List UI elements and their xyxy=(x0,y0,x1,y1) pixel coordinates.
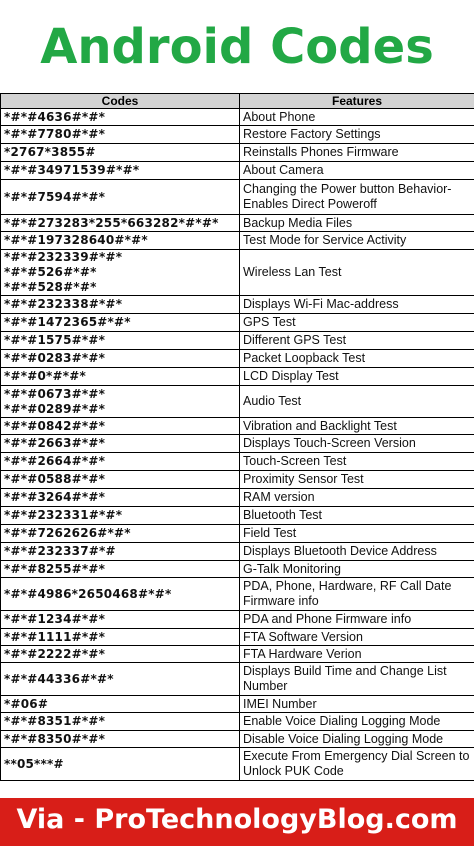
code-cell xyxy=(1,418,240,435)
feature-cell: Reinstalls Phones Firmware xyxy=(240,144,474,162)
codes-table xyxy=(0,93,474,781)
feature-cell: Changing the Power button Behavior-Enables Direct Poweroff xyxy=(240,180,474,215)
code-cell xyxy=(1,489,240,507)
feature-cell: Execute From Emergency Dial Screen to Unlock PUK Code xyxy=(240,748,474,781)
feature-cell: Touch-Screen Test xyxy=(240,453,474,471)
code-cell xyxy=(1,646,240,663)
table-row xyxy=(1,250,474,296)
code-cell xyxy=(1,696,240,713)
features-column-header: Features xyxy=(240,94,474,109)
code-text: *#*#273283*255*663282*#*#* xyxy=(4,215,219,230)
code-text: *#*#0588#*#* xyxy=(4,472,106,486)
code-cell xyxy=(1,368,240,386)
table-row xyxy=(1,332,474,350)
codes-column-header: Codes xyxy=(1,94,240,109)
code-text: *#*#34971539#*#* xyxy=(4,163,140,177)
table-row xyxy=(1,543,474,561)
table-row xyxy=(1,561,474,578)
table-row xyxy=(1,525,474,543)
feature-cell: Bluetooth Test xyxy=(240,507,474,525)
code-text: *#*#232337#*# xyxy=(4,544,116,558)
feature-cell: Different GPS Test xyxy=(240,332,474,350)
code-cell xyxy=(1,250,240,296)
code-cell xyxy=(1,126,240,144)
feature-cell: FTA Software Version xyxy=(240,629,474,646)
table-row xyxy=(1,418,474,435)
code-text: *#*#4636#*#* xyxy=(4,109,106,124)
table-header-row xyxy=(1,94,474,109)
code-text: *#*#2663#*#* xyxy=(4,436,106,450)
table-row xyxy=(1,109,474,126)
code-cell xyxy=(1,663,240,696)
feature-cell: Packet Loopback Test xyxy=(240,350,474,368)
code-cell xyxy=(1,713,240,731)
feature-cell: Disable Voice Dialing Logging Mode xyxy=(240,731,474,748)
code-cell xyxy=(1,561,240,578)
feature-cell: IMEI Number xyxy=(240,696,474,713)
feature-cell: LCD Display Test xyxy=(240,368,474,386)
code-text: *#*#1575#*#* xyxy=(4,333,106,347)
feature-cell: Proximity Sensor Test xyxy=(240,471,474,489)
feature-cell: PDA and Phone Firmware info xyxy=(240,611,474,629)
table-row xyxy=(1,611,474,629)
feature-cell: Displays Touch-Screen Version xyxy=(240,435,474,453)
code-cell xyxy=(1,144,240,162)
code-text: *#*#0283#*#* xyxy=(4,351,106,365)
table-row xyxy=(1,578,474,611)
page-title: Android Codes xyxy=(40,19,434,75)
code-text: *#*#7780#*#* xyxy=(4,127,106,141)
code-cell xyxy=(1,180,240,215)
feature-cell: Wireless Lan Test xyxy=(240,250,474,296)
code-cell xyxy=(1,386,240,418)
footer-banner: Via - ProTechnologyBlog.com xyxy=(0,798,474,846)
code-cell xyxy=(1,748,240,781)
feature-cell: Backup Media Files xyxy=(240,215,474,232)
feature-cell: Field Test xyxy=(240,525,474,543)
table-row xyxy=(1,713,474,731)
code-cell xyxy=(1,162,240,180)
table-row xyxy=(1,489,474,507)
code-cell xyxy=(1,435,240,453)
code-text: *#*#232338#*#* xyxy=(4,297,123,311)
code-text: *#*#232339#*#* xyxy=(4,250,123,264)
feature-cell: GPS Test xyxy=(240,314,474,332)
table-row xyxy=(1,696,474,713)
feature-cell: Displays Build Time and Change List Number xyxy=(240,663,474,696)
code-cell xyxy=(1,314,240,332)
table-row xyxy=(1,314,474,332)
code-text: *#*#8350#*#* xyxy=(4,731,106,746)
table-row xyxy=(1,731,474,748)
code-cell xyxy=(1,471,240,489)
code-cell xyxy=(1,350,240,368)
feature-cell: Vibration and Backlight Test xyxy=(240,418,474,435)
code-text: *#*#7594#*#* xyxy=(4,189,106,204)
table-row xyxy=(1,215,474,232)
code-text: *#*#1234#*#* xyxy=(4,612,106,626)
code-cell xyxy=(1,578,240,611)
code-text: *#*#232331#*#* xyxy=(4,508,123,522)
code-cell xyxy=(1,332,240,350)
code-text: **05***# xyxy=(4,756,64,771)
code-cell xyxy=(1,232,240,250)
code-cell xyxy=(1,296,240,314)
table-row xyxy=(1,453,474,471)
feature-cell: Displays Bluetooth Device Address xyxy=(240,543,474,561)
code-text: *#06# xyxy=(4,696,49,711)
table-row xyxy=(1,507,474,525)
table-row xyxy=(1,296,474,314)
table-row xyxy=(1,748,474,781)
code-text: *#*#197328640#*#* xyxy=(4,233,148,247)
code-text: *#*#1111#*#* xyxy=(4,629,106,644)
code-cell xyxy=(1,629,240,646)
feature-cell: RAM version xyxy=(240,489,474,507)
code-text: *#*#526#*#* xyxy=(4,265,97,279)
table-row xyxy=(1,646,474,663)
code-text: *#*#44336#*#* xyxy=(4,671,114,686)
table-row xyxy=(1,232,474,250)
table-row xyxy=(1,663,474,696)
feature-cell: Test Mode for Service Activity xyxy=(240,232,474,250)
feature-cell: Enable Voice Dialing Logging Mode xyxy=(240,713,474,731)
table-row xyxy=(1,162,474,180)
code-text: *#*#2222#*#* xyxy=(4,646,106,661)
code-text: *2767*3855# xyxy=(4,145,96,159)
table-row xyxy=(1,350,474,368)
code-text: *#*#528#*#* xyxy=(4,280,97,294)
table-row xyxy=(1,471,474,489)
code-text: *#*#3264#*#* xyxy=(4,490,106,504)
feature-cell: Displays Wi-Fi Mac-address xyxy=(240,296,474,314)
table-body xyxy=(1,109,474,781)
table-row xyxy=(1,629,474,646)
table-row xyxy=(1,435,474,453)
feature-cell: FTA Hardware Verion xyxy=(240,646,474,663)
table-row xyxy=(1,180,474,215)
table-row xyxy=(1,126,474,144)
feature-cell: Audio Test xyxy=(240,386,474,418)
code-cell xyxy=(1,611,240,629)
feature-cell: PDA, Phone, Hardware, RF Call Date Firmware info xyxy=(240,578,474,611)
feature-cell: About Phone xyxy=(240,109,474,126)
code-cell xyxy=(1,109,240,126)
code-cell xyxy=(1,215,240,232)
code-cell xyxy=(1,543,240,561)
code-text: *#*#7262626#*#* xyxy=(4,526,131,540)
code-cell xyxy=(1,525,240,543)
code-cell xyxy=(1,453,240,471)
table-row xyxy=(1,386,474,418)
code-text: *#*#0*#*#* xyxy=(4,369,86,383)
code-text: *#*#0673#*#* xyxy=(4,386,106,401)
code-cell xyxy=(1,731,240,748)
feature-cell: G-Talk Monitoring xyxy=(240,561,474,578)
feature-cell: About Camera xyxy=(240,162,474,180)
code-text: *#*#0289#*#* xyxy=(4,401,106,416)
code-text: *#*#4986*2650468#*#* xyxy=(4,586,172,601)
code-text: *#*#8351#*#* xyxy=(4,714,106,728)
code-text: *#*#2664#*#* xyxy=(4,454,106,468)
code-text: *#*#1472365#*#* xyxy=(4,315,131,329)
table-row xyxy=(1,368,474,386)
code-cell xyxy=(1,507,240,525)
code-text: *#*#8255#*#* xyxy=(4,561,106,576)
code-text: *#*#0842#*#* xyxy=(4,418,106,433)
feature-cell: Restore Factory Settings xyxy=(240,126,474,144)
table-row xyxy=(1,144,474,162)
